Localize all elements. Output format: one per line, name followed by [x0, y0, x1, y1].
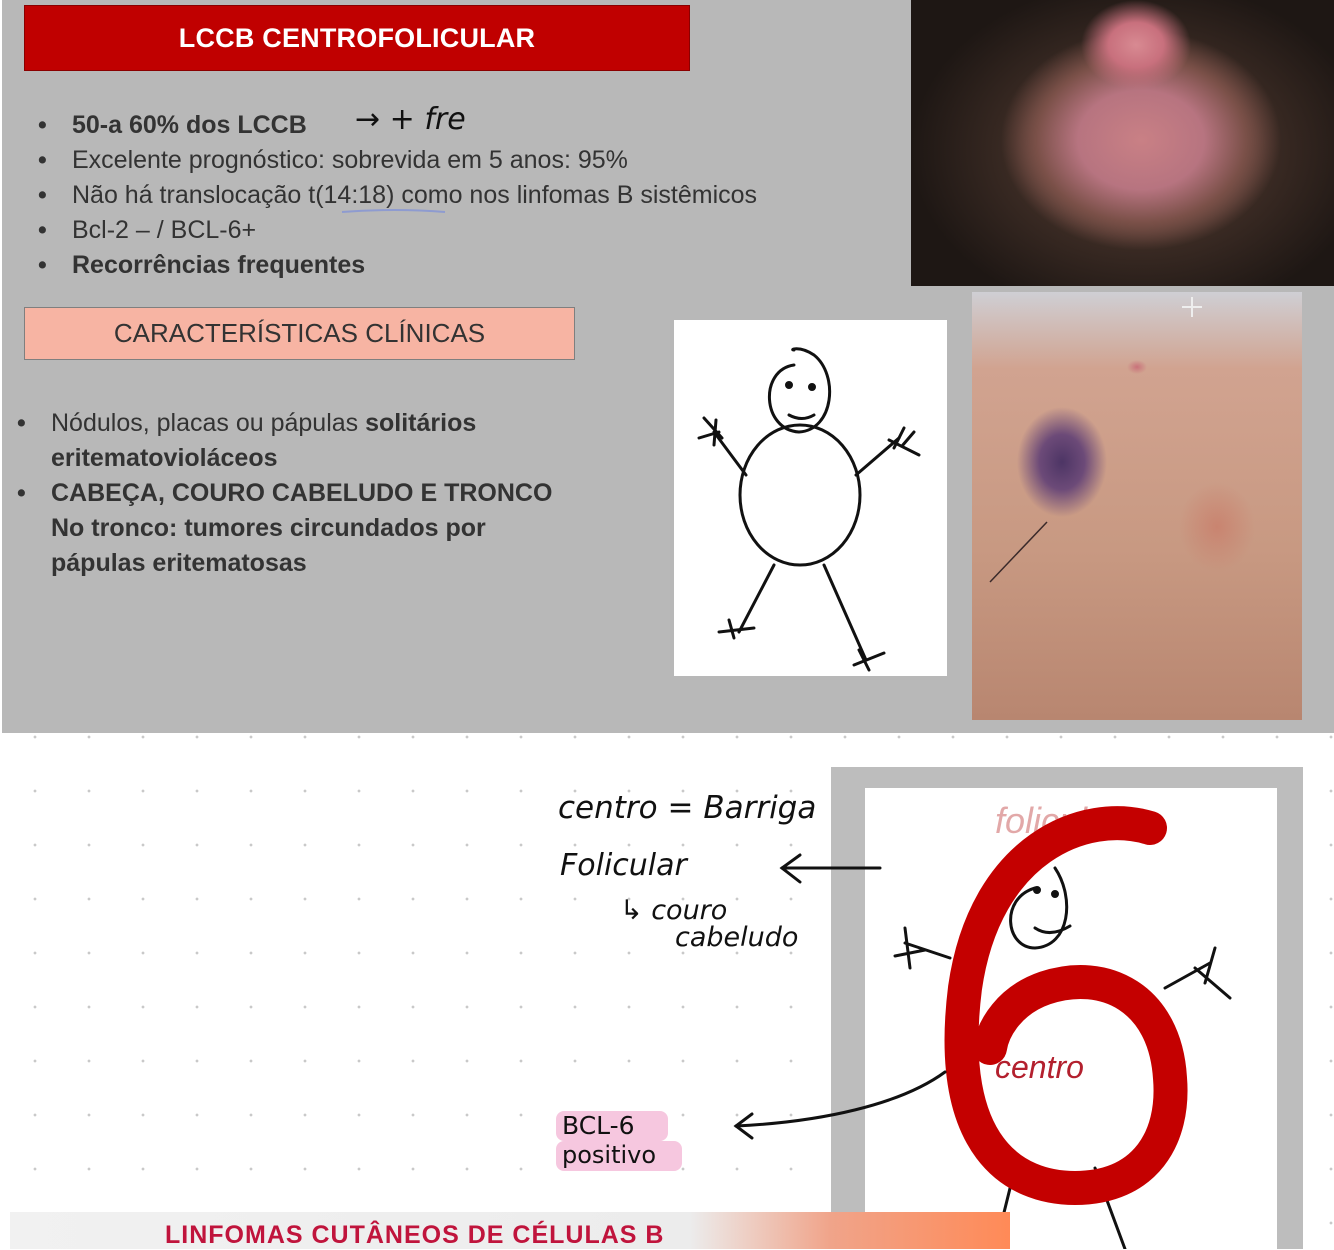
handwriting-line2: Folicular: [560, 848, 687, 883]
clinical-item-lesions-text: Nódulos, placas ou pápulas: [51, 409, 366, 437]
clinical-item-lesions-bold: solitários: [365, 409, 477, 437]
clinical-item-sites-line2: No tronco: tumores circundados por: [51, 514, 486, 542]
stick-figure-card: [674, 320, 947, 676]
scalp-lesion-photo: [911, 0, 1334, 286]
mnemonic-word-center: centro: [995, 1049, 1084, 1085]
next-slide-title: LINFOMAS CUTÂNEOS DE CÉLULAS B: [165, 1221, 665, 1249]
next-slide-header: [10, 1212, 1010, 1249]
handwriting-annotation: → + fre: [355, 102, 466, 137]
handwriting-positivo: positivo: [562, 1141, 657, 1169]
bullet-translocation: • Não há translocação t(14:18) como nos linfomas B sistêmicos: [72, 178, 892, 213]
summary-bullet-list: [72, 108, 892, 283]
slide-title: LCCB CENTROFOLICULAR: [24, 5, 690, 71]
stick-figure-drawing: [674, 320, 947, 676]
mnemonic-word-top: folicular: [995, 800, 1120, 841]
bullet-markers: • Bcl-2 – / BCL-6+: [72, 213, 892, 248]
clinical-bullet-list: [51, 406, 651, 581]
back-lesion-photo: [972, 292, 1302, 720]
big-six-glyph: [962, 823, 1171, 1188]
clinical-item-lesions-line2: eritematovioláceos: [51, 444, 278, 472]
handwriting-line4: cabeludo: [675, 922, 799, 953]
bullet-recurrence: • Recorrências frequentes: [72, 248, 892, 283]
handwriting-line3: ↳ couro: [620, 895, 728, 926]
mnemonic-drawing: [865, 788, 1277, 1249]
clinical-item-sites-line3: pápulas eritematosas: [51, 549, 307, 577]
clinical-item-sites: [51, 476, 651, 581]
bullet-prognosis: • Excelente prognóstico: sobrevida em 5 anos: 95%: [72, 143, 892, 178]
mnemonic-image: [865, 788, 1277, 1249]
handwriting-line1: centro = Barriga: [558, 790, 817, 826]
handwriting-bcl6: BCL-6: [562, 1111, 635, 1140]
bullet-frequency: • 50-a 60% dos LCCB: [72, 108, 892, 143]
clinical-item-sites-line1: CABEÇA, COURO CABELUDO E TRONCO: [51, 479, 553, 507]
back-photo-overlay: [972, 292, 1302, 720]
clinical-item-lesions: [51, 406, 651, 476]
move-handle-icon[interactable]: [1182, 297, 1202, 317]
section-title-clinical: CARACTERÍSTICAS CLÍNICAS: [24, 307, 575, 360]
